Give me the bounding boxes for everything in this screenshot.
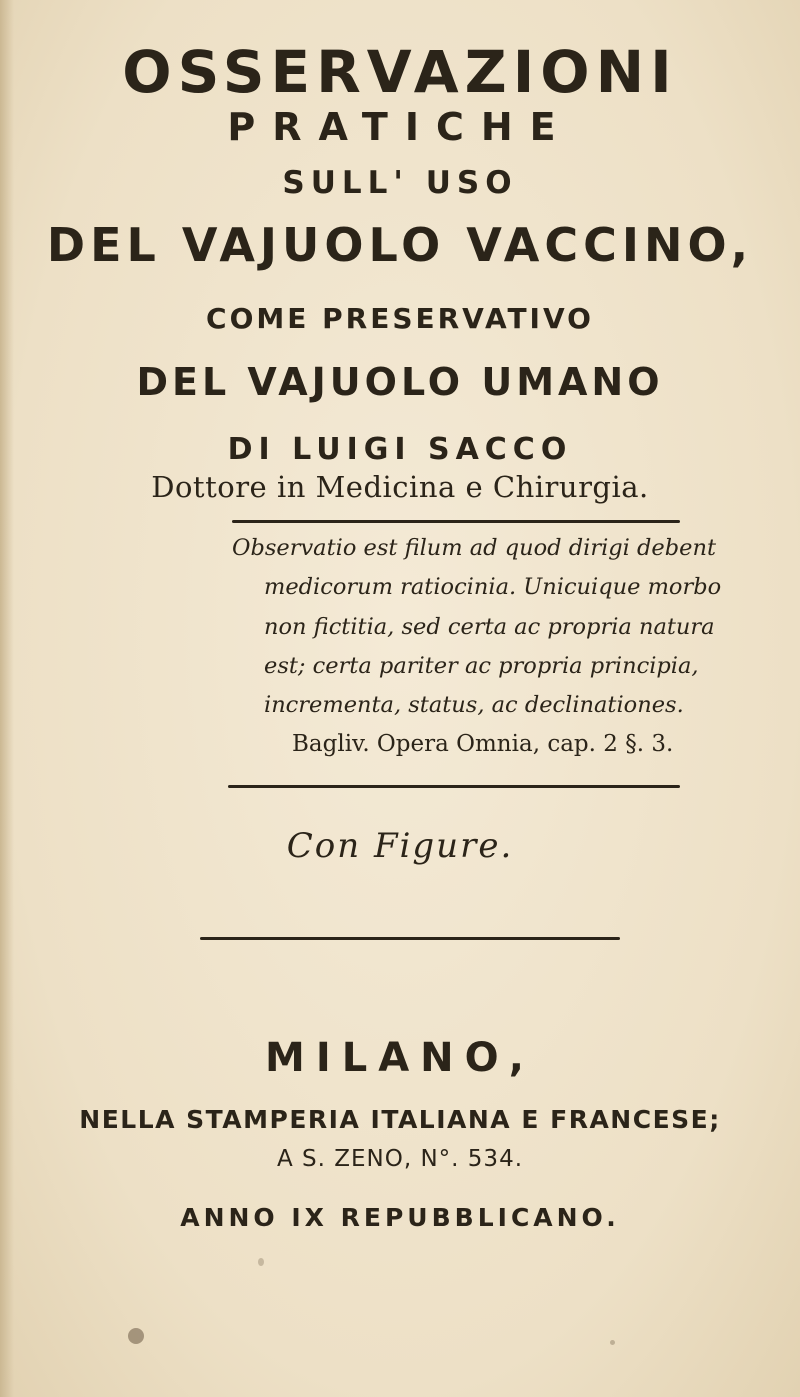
author-name: DI LUIGI SACCO	[227, 432, 573, 467]
ink-blot	[610, 1340, 615, 1345]
imprint-address: A S. ZENO, N°. 534.	[276, 1146, 524, 1172]
figures-note: Con Figure.	[286, 826, 514, 866]
divider-rule	[232, 520, 680, 523]
ink-blot	[258, 1258, 264, 1266]
imprint-city: MILANO,	[265, 1035, 535, 1081]
epigraph-line: medicorum ratiocinia. Unicuique morbo	[264, 574, 722, 600]
page-edge-shadow	[0, 0, 14, 1397]
title-line-pratiche: PRATICHE	[227, 105, 573, 149]
epigraph-line: incrementa, status, ac declinationes.	[264, 692, 684, 718]
epigraph-line: est; certa pariter ac propria principia,	[264, 653, 699, 679]
title-line-preservativo: COME PRESERVATIVO	[206, 302, 594, 335]
epigraph-citation: Bagliv. Opera Omnia, cap. 2 §. 3.	[292, 731, 674, 757]
imprint-printer: NELLA STAMPERIA ITALIANA E FRANCESE;	[79, 1105, 721, 1134]
divider-rule	[200, 937, 620, 940]
title-line-vajuolo-umano: DEL VAJUOLO UMANO	[136, 360, 664, 404]
title-line-vajuolo-vaccino: DEL VAJUOLO VACCINO,	[46, 218, 754, 272]
author-title: Dottore in Medicina e Chirurgia.	[151, 470, 649, 504]
title-line-osservazioni: OSSERVAZIONI	[122, 38, 678, 106]
imprint-year: ANNO IX REPUBBLICANO.	[180, 1203, 620, 1232]
divider-rule	[228, 785, 680, 788]
epigraph-line: non fictitia, sed certa ac propria natura	[264, 614, 715, 640]
title-line-sull-uso: SULL' USO	[282, 165, 518, 201]
ink-blot	[128, 1328, 144, 1344]
epigraph-line: Observatio est filum ad quod dirigi debent	[232, 535, 717, 561]
